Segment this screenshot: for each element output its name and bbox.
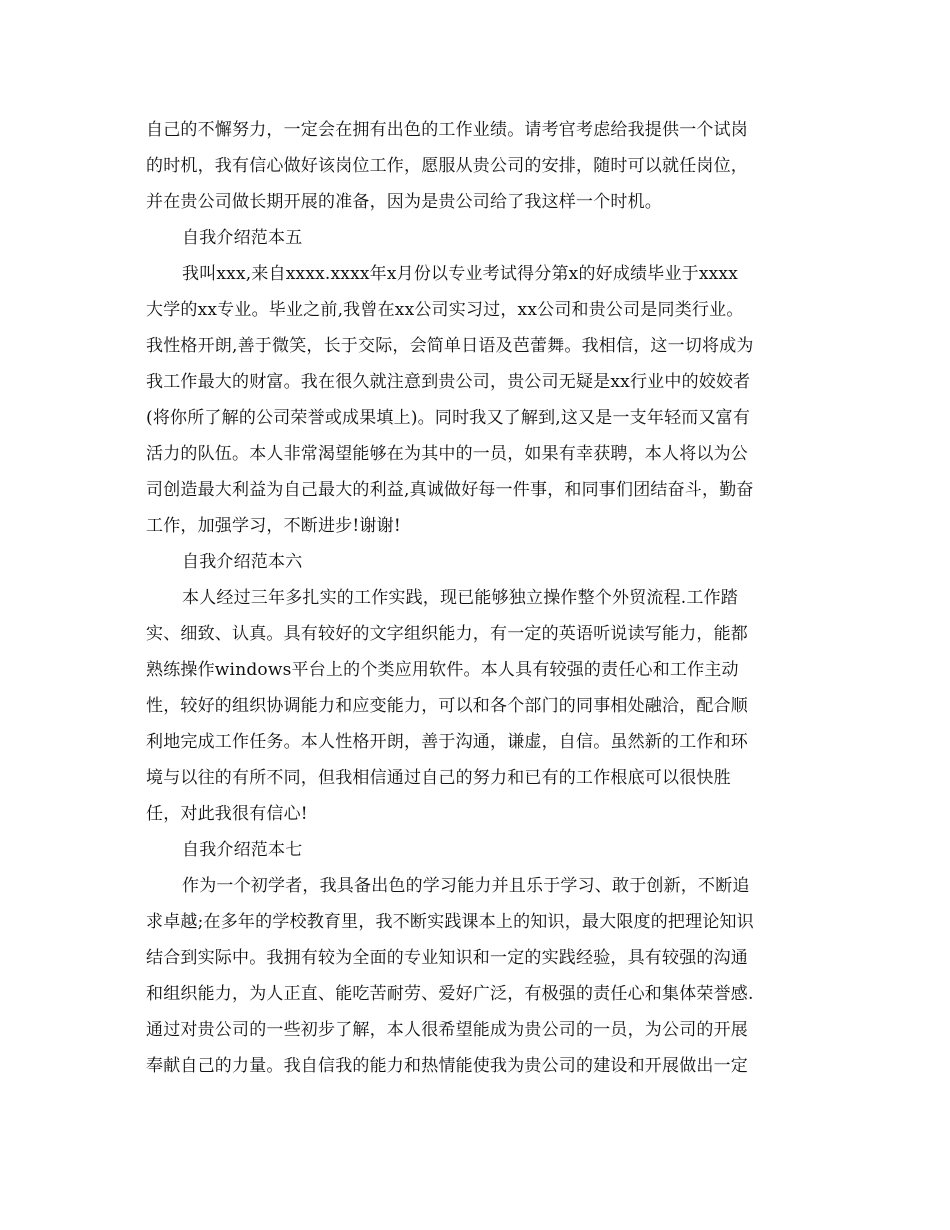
text-line: 的时机，我有信心做好该岗位工作，愿服从贵公司的安排，随时可以就任岗位， xyxy=(146,156,748,176)
text-line: 工作，加强学习，不断进步!谢谢! xyxy=(146,516,401,536)
text-line: 我工作最大的财富。我在很久就注意到贵公司，贵公司无疑是xx行业中的姣姣者 xyxy=(146,372,751,392)
text-line: 任，对此我很有信心! xyxy=(146,804,308,824)
section-heading-seven: 自我介绍范本七 xyxy=(182,840,303,860)
text-line: 求卓越;在多年的学校教育里，我不断实践课本上的知识，最大限度的把理论知识 xyxy=(146,912,754,932)
section-heading-five: 自我介绍范本五 xyxy=(182,228,303,248)
text-line: (将你所了解的公司荣誉或成果填上)。同时我又了解到,这又是一支年轻而又富有 xyxy=(146,408,751,428)
text-line: 本人经过三年多扎实的工作实践，现已能够独立操作整个外贸流程.工作踏 xyxy=(182,588,739,608)
text-line: 并在贵公司做长期开展的准备，因为是贵公司给了我这样一个时机。 xyxy=(146,192,662,212)
section-heading-six: 自我介绍范本六 xyxy=(182,552,303,572)
text-line: 我叫xxx,来自xxxx.xxxx年x月份以专业考试得分第x的好成绩毕业于xxxx xyxy=(182,264,738,284)
text-line: 奉献自己的力量。我自信我的能力和热情能使我为贵公司的建设和开展做出一定 xyxy=(146,1056,748,1076)
text-line: 活力的队伍。本人非常渴望能够在为其中的一员，如果有幸获聘，本人将以为公 xyxy=(146,444,748,464)
text-line: 作为一个初学者，我具备出色的学习能力并且乐于学习、敢于创新，不断追 xyxy=(182,876,750,896)
text-line: 司创造最大利益为自己最大的利益,真诚做好每一件事，和同事们团结奋斗，勤奋 xyxy=(146,480,754,500)
text-line: 利地完成工作任务。本人性格开朗，善于沟通，谦虚，自信。虽然新的工作和环 xyxy=(146,732,748,752)
text-line: 性，较好的组织协调能力和应变能力，可以和各个部门的同事相处融洽，配合顺 xyxy=(146,696,748,716)
text-line: 熟练操作windows平台上的个类应用软件。本人具有较强的责任心和工作主动 xyxy=(146,660,739,680)
text-line: 通过对贵公司的一些初步了解，本人很希望能成为贵公司的一员，为公司的开展 xyxy=(146,1020,748,1040)
text-line: 结合到实际中。我拥有较为全面的专业知识和一定的实践经验，具有较强的沟通 xyxy=(146,948,748,968)
text-line: 大学的xx专业。毕业之前,我曾在xx公司实习过，xx公司和贵公司是同类行业。 xyxy=(146,300,744,320)
text-line: 实、细致、认真。具有较好的文字组织能力，有一定的英语听说读写能力，能都 xyxy=(146,624,748,644)
text-line: 和组织能力，为人正直、能吃苦耐劳、爱好广泛，有极强的责任心和集体荣誉感. xyxy=(146,984,754,1004)
text-line: 自己的不懈努力，一定会在拥有出色的工作业绩。请考官考虑给我提供一个试岗 xyxy=(146,120,748,140)
text-line: 境与以往的有所不同，但我相信通过自己的努力和已有的工作根底可以很快胜 xyxy=(146,768,731,788)
text-line: 我性格开朗,善于微笑，长于交际，会简单日语及芭蕾舞。我相信，这一切将成为 xyxy=(146,336,754,356)
